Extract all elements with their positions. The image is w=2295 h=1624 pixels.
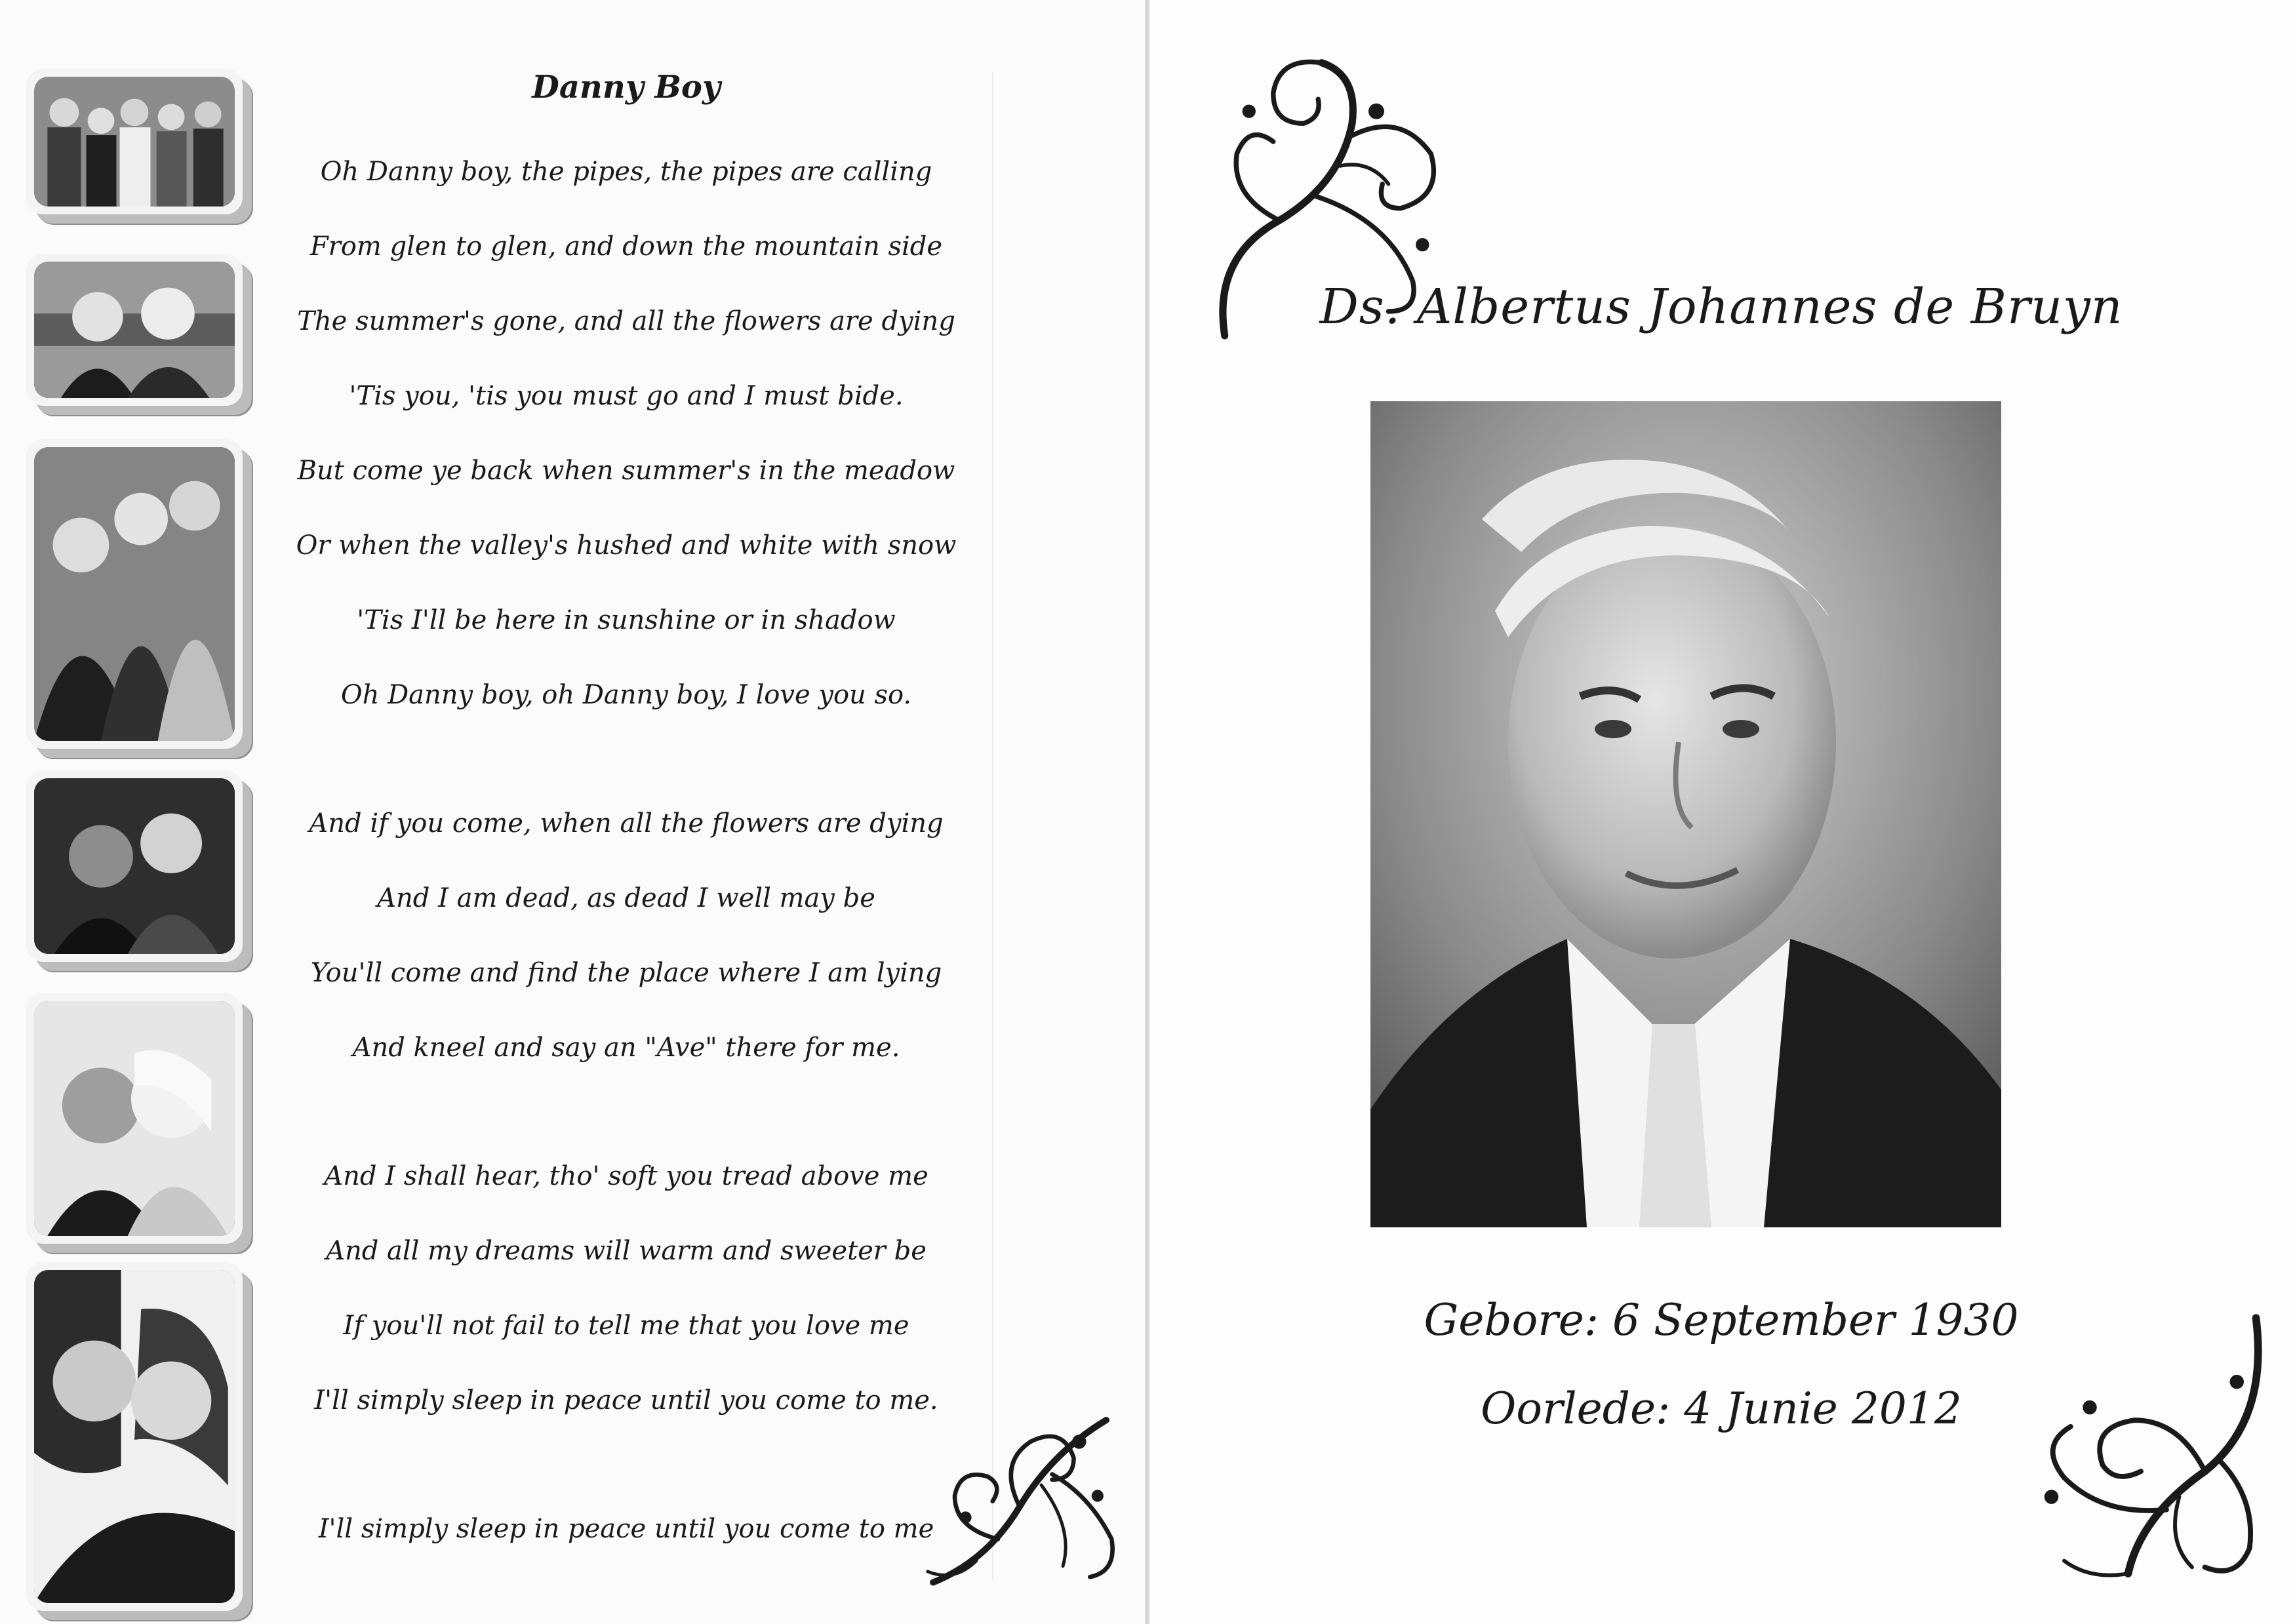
page-fold: [1145, 0, 1150, 1624]
column-divider: [992, 72, 993, 1580]
poem-line: From glen to glen, and down the mountain side: [309, 231, 943, 262]
deceased-name: Ds. Albertus Johannes de Bruyn: [1319, 279, 2123, 335]
poem-line: 'Tis you, 'tis you must go and I must bide.: [349, 381, 904, 411]
poem-line: 'Tis I'll be here in sunshine or in shadow: [357, 605, 896, 635]
poem-line: Oh Danny boy, oh Danny boy, I love you so.: [340, 680, 912, 710]
couple-photo-icon: [34, 1001, 235, 1236]
stanza-gap: [282, 732, 970, 786]
poem-line: And if you come, when all the flowers are dying: [309, 808, 944, 839]
swirl-ornament-icon: [2013, 1305, 2269, 1593]
photo-tile-3: [26, 439, 243, 749]
photo-tile-6: [26, 1262, 243, 1611]
poem-line: The summer's gone, and all the flowers are dying: [297, 306, 955, 336]
poem-line: Oh Danny boy, the pipes, the pipes are calling: [320, 157, 932, 187]
poem-line: And I shall hear, tho' soft you tread above me: [324, 1161, 928, 1191]
stanza-gap: [282, 1085, 970, 1139]
photo-tile-5: [26, 993, 243, 1244]
birth-date: Gebore: 6 September 1930: [1424, 1295, 2019, 1345]
poem-line: You'll come and find the place where I am lying: [310, 958, 942, 988]
couple-photo-icon: [34, 262, 235, 398]
couple-photo-icon: [34, 778, 235, 954]
two-women-photo-icon: [34, 1270, 235, 1603]
stanza-gap: [282, 1438, 970, 1492]
poem: [282, 69, 970, 1566]
swirl-ornament-icon: [911, 1377, 1128, 1593]
three-women-photo-icon: [34, 447, 235, 741]
group-photo-icon: [34, 77, 235, 207]
poem-line: And I am dead, as dead I well may be: [377, 883, 875, 913]
poem-title: Danny Boy: [532, 69, 721, 106]
photo-tile-4: [26, 770, 243, 962]
poem-line: I'll simply sleep in peace until you come to me.: [314, 1385, 938, 1416]
poem-line: If you'll not fail to tell me that you love me: [343, 1311, 909, 1341]
poem-line: And kneel and say an "Ave" there for me.: [352, 1033, 900, 1063]
poem-line: I'll simply sleep in peace until you come to me: [318, 1514, 934, 1544]
poem-line: Or when the valley's hushed and white with snow: [296, 530, 957, 561]
poem-line: And all my dreams will warm and sweeter be: [326, 1236, 927, 1266]
portrait-photo-icon: [1370, 401, 2001, 1227]
photo-tile-2: [26, 254, 243, 406]
death-date: Oorlede: 4 Junie 2012: [1481, 1383, 1962, 1434]
poem-line: But come ye back when summer's in the meadow: [297, 456, 955, 486]
photo-tile-1: [26, 69, 243, 214]
